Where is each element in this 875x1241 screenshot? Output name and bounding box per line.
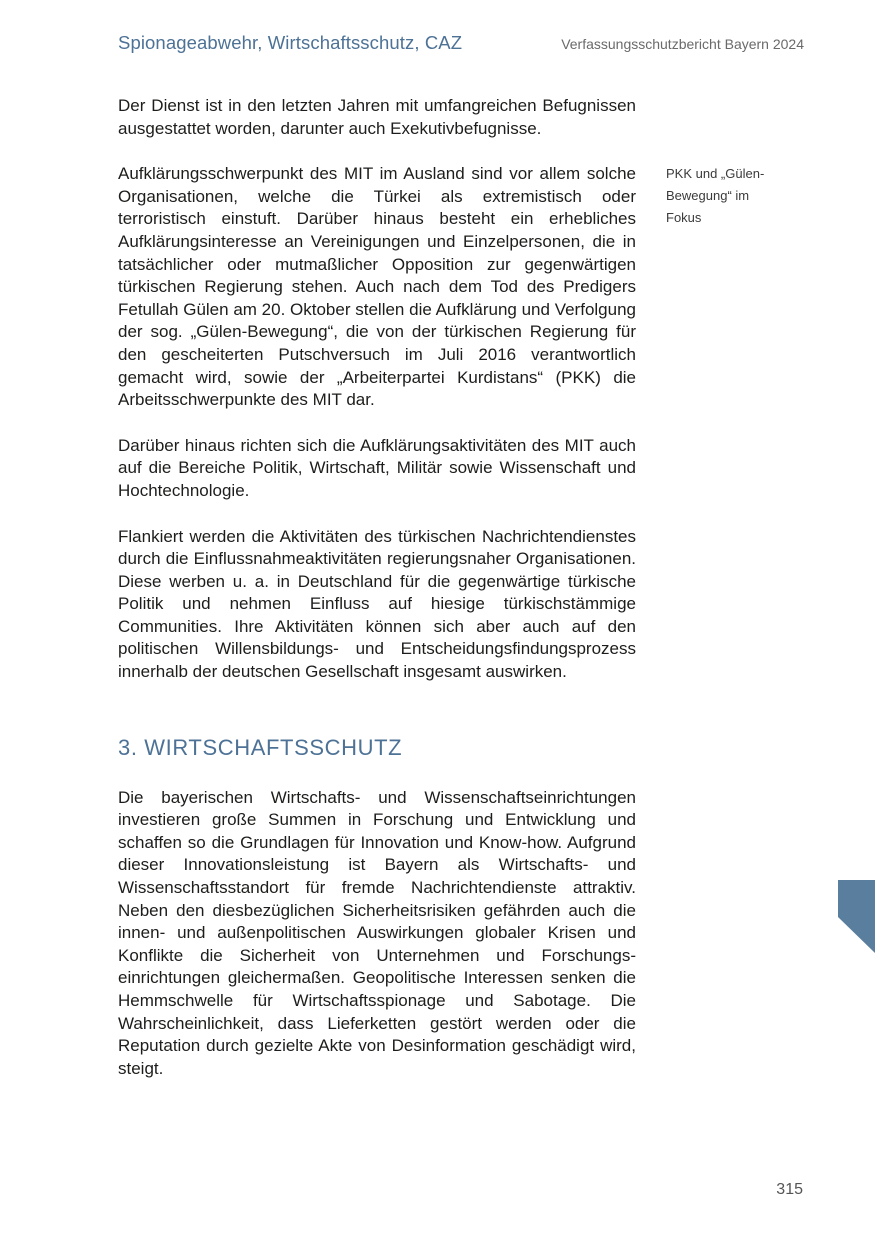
paragraph-economic-protection: Die bayerischen Wirtschafts- und Wissenschaftseinrichtungen investieren große Summen in Forschung und Entwicklung und schaffen so die Grundlagen für Innovation und Know-how. Aufgrund dieser Innovationsleistung ist Bayern als Wirtschafts- und Wissenschaftsstandort für fremde Nachrichtendienste attraktiv. Neben den diesbezüglichen Sicherheitsrisiken gefährden auch die innen- und außenpolitischen Auswirkungen globaler Krisen und Konflikte die Sicherheit von Unternehmen und Forschungseinrichtungen gleichermaßen. Geopolitische Interessen senken die Hemmschwelle für Wirtschaftsspionage und Sabotage. Die Wahrscheinlichkeit, dass Lieferketten gestört werden oder die Reputation durch gezielte Akte von Desinformation geschädigt wird, steigt. xyxy=(118,787,636,1078)
page-header xyxy=(118,32,804,60)
paragraph-influence: Flankiert werden die Aktivitäten des türkischen Nachrichtendienstes durch die Einflussnahmeaktivitäten regierungsnaher Organisationen. Diese werben u. a. in Deutschland für die gegenwärtige türkische Politik und nehmen Einfluss auf hiesige türkischstämmige Communities. Ihre Aktivitäten können sich aber auch auf den politischen Willensbildungs- und Entscheidungsfindungsprozess innerhalb der deutschen Gesellschaft insgesamt auswirken. xyxy=(118,526,636,682)
section-heading: 3. WIRTSCHAFTSSCHUTZ xyxy=(118,734,403,760)
publication-title: Verfassungsschutzbericht Bayern 2024 xyxy=(561,36,804,52)
margin-note-line: Bewegung“ im xyxy=(666,188,750,203)
paragraph-areas: Darüber hinaus richten sich die Aufklärungsaktivitäten des MIT auch auf die Bereiche Politik, Wirtschaft, Militär sowie Wissenschaft und Hochtechnologie. xyxy=(118,435,636,500)
chapter-tab-shape xyxy=(838,880,875,953)
page-number: 315 xyxy=(776,1181,803,1198)
main-text xyxy=(118,95,636,1080)
margin-note-line: PKK und „Gülen- xyxy=(666,166,765,181)
paragraph-powers: Der Dienst ist in den letzten Jahren mit umfangreichen Befugnissen ausgestattet worden, darunter auch Exekutivbefugnisse. xyxy=(118,96,636,138)
chapter-tab-marker xyxy=(838,880,875,953)
section-title: Spionageabwehr, Wirtschaftsschutz, CAZ xyxy=(118,32,463,53)
margin-note-line: Fokus xyxy=(666,210,702,225)
paragraph-focus: Aufklärungsschwerpunkt des MIT im Ausland sind vor allem solche Organisationen, welche die Türkei als extremistisch oder terroristisch einstuft. Darüber hinaus besteht ein erhebliches Aufklärungsinteresse an Vereinigungen und Einzelpersonen, die in tatsächlicher oder mutmaßlicher Opposition zur gegenwärtigen türkischen Regierung stehen. Auch nach dem Tod des Predigers Fetullah Gülen am 20. Oktober stellen die Aufklärung und Verfolgung der sog. „Gülen-Bewegung“, die von der türkischen Regierung für den gescheiterten Putschversuch im Juli 2016 verantwortlich gemacht wird, sowie der „Arbeiterpartei Kurdistans“ (PKK) die Arbeitsschwerpunkte des MIT dar. xyxy=(118,164,636,410)
margin-note xyxy=(666,163,806,229)
